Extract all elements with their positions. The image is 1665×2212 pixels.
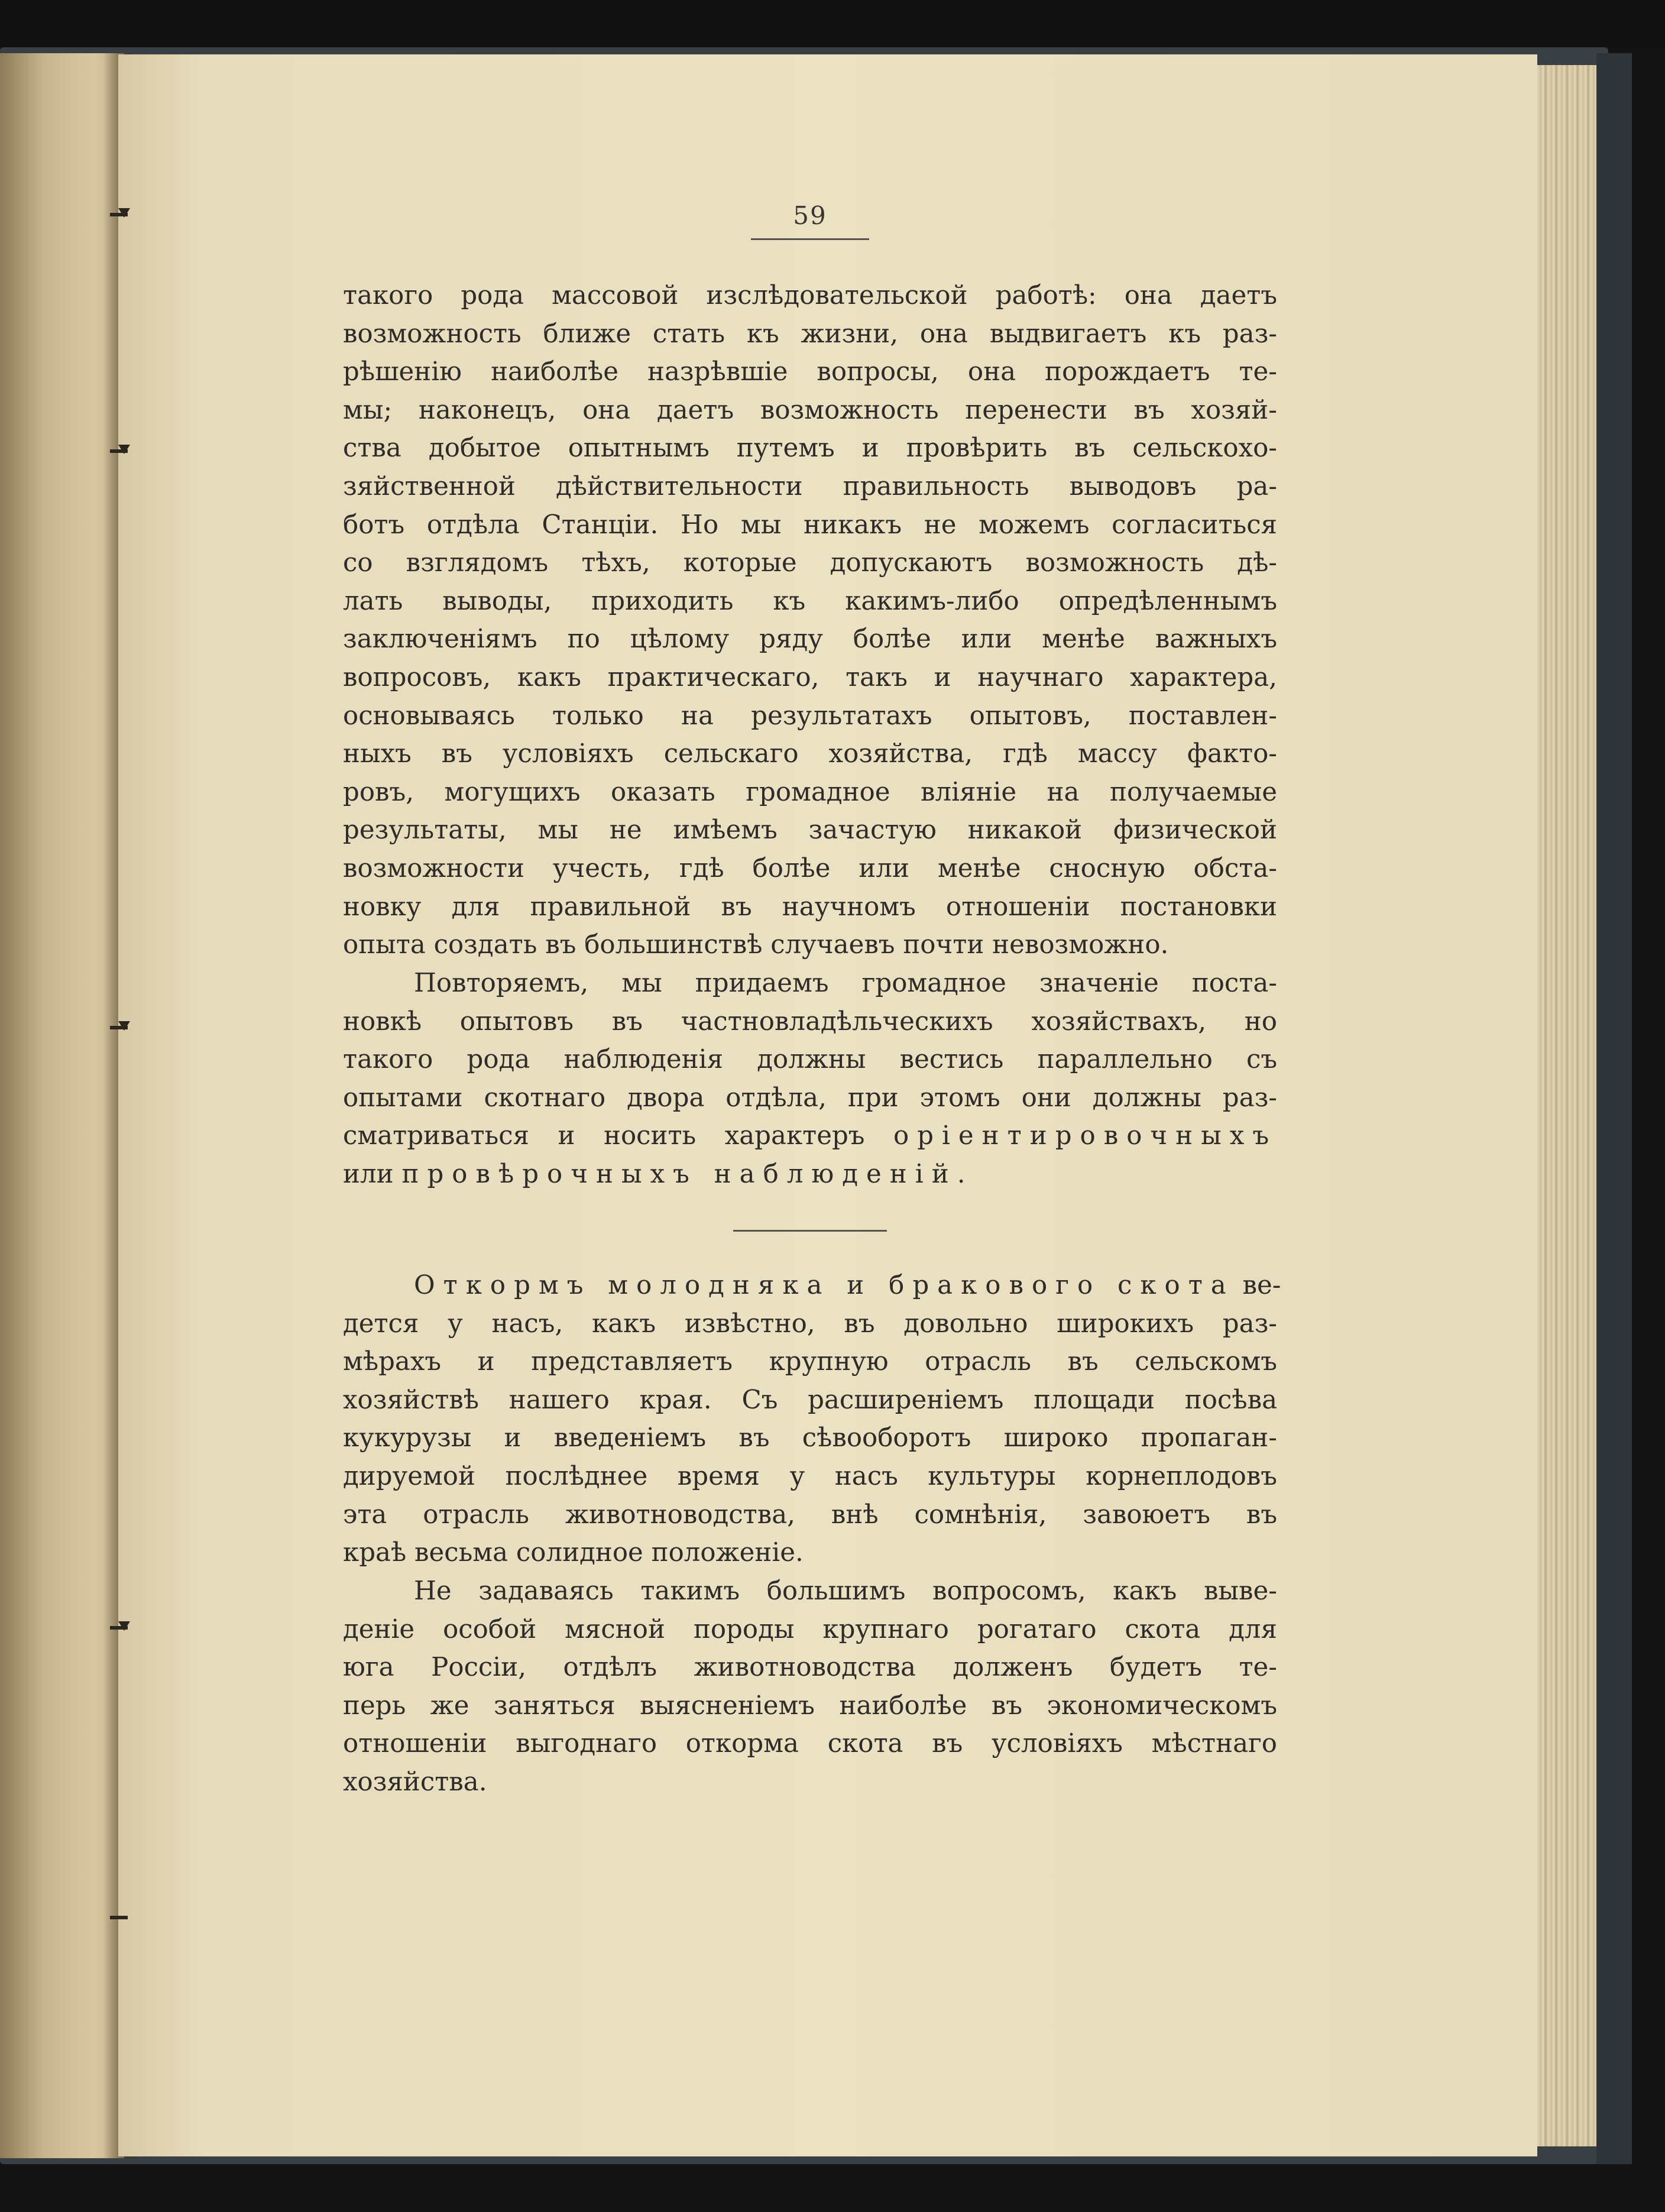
text-line: дируемой послѣднее время у насъ культуры корнеплодовъ (343, 1461, 1277, 1491)
text-line: возможность ближе стать къ жизни, она выдвигаетъ къ раз- (343, 319, 1277, 349)
text-line: ботъ отдѣла Станціи. Но мы никакъ не можемъ согласиться (343, 510, 1277, 540)
text-line: зяйственной дѣйствительности правильность выводовъ ра- (343, 471, 1277, 501)
text-line: лать выводы, приходить къ какимъ-либо опредѣленнымъ (343, 586, 1277, 616)
text-line: результаты, мы не имѣемъ зачастую никакой физической (343, 815, 1277, 846)
text-line: ныхъ въ условіяхъ сельскаго хозяйства, гдѣ массу факто- (343, 739, 1277, 769)
binding-marker (110, 213, 128, 216)
text-line: мѣрахъ и представляетъ крупную отрасль въ сельскомъ (343, 1347, 1277, 1377)
text-line: новкѣ опытовъ въ частновладѣльческихъ хозяйствахъ, но (343, 1006, 1277, 1037)
text-line: Не задаваясь такимъ большимъ вопросомъ, какъ выве- (414, 1576, 1277, 1606)
text-line: опыта создать въ большинствѣ случаевъ почти невозможно. (343, 930, 1169, 960)
text-line: мы; наконецъ, она даетъ возможность перенести въ хозяй- (343, 395, 1277, 425)
text-segment: ве- (1242, 1271, 1281, 1300)
text-line: деніе особой мясной породы крупнаго рогатаго скота для (343, 1614, 1277, 1644)
page-number: 59 (793, 201, 827, 230)
binding-marker (110, 1026, 128, 1029)
text-line (343, 1267, 1281, 1305)
text-line: опытами скотнаго двора отдѣла, при этомъ они должны раз- (343, 1083, 1277, 1113)
text-line: основываясь только на результатахъ опытовъ, поставлен- (343, 701, 1277, 731)
paragraph-1 (343, 277, 1277, 964)
text-segment: или (343, 1159, 394, 1189)
text-line: юга Россіи, отдѣлъ животноводства долженъ будетъ те- (343, 1653, 1277, 1683)
page-stack-edges (1537, 65, 1602, 2146)
text-line: рѣшенію наиболѣе назрѣвшіе вопросы, она порождаетъ те- (343, 357, 1277, 387)
text-line: такого рода массовой изслѣдовательской работѣ: она даетъ (343, 281, 1277, 310)
text-line: краѣ весьма солидное положеніе. (343, 1538, 804, 1568)
paragraph-3 (343, 1267, 1281, 1572)
paragraph-4 (343, 1572, 1277, 1802)
emphasis-text: оріентировочныхъ (893, 1121, 1278, 1151)
text-line: отношеніи выгоднаго откорма скота въ условіяхъ мѣстнаго (343, 1729, 1277, 1759)
text-line: хозяйства. (343, 1767, 487, 1797)
text-line: дется у насъ, какъ извѣстно, въ довольно широкихъ раз- (343, 1309, 1277, 1339)
text-line: Повторяемъ, мы придаемъ громадное значеніе поста- (414, 969, 1277, 998)
binding-marker (110, 1626, 128, 1630)
text-line: со взглядомъ тѣхъ, которые допускаютъ возможность дѣ- (343, 548, 1277, 578)
text-line: ства добытое опытнымъ путемъ и провѣрить въ сельскохо- (343, 433, 1277, 464)
paragraph-2 (343, 964, 1277, 1194)
page-number-rule (751, 238, 869, 240)
text-line: возможности учесть, гдѣ болѣе или менѣе сносную обста- (343, 853, 1277, 883)
text-line: ровъ, могущихъ оказать громадное вліяніе на получаемые (343, 777, 1277, 807)
text-line: перь же заняться выясненіемъ наиболѣе въ экономическомъ (343, 1690, 1277, 1721)
text-line: заключеніямъ по цѣлому ряду болѣе или менѣе важныхъ (343, 624, 1277, 655)
text-line: новку для правильной въ научномъ отношеніи постановки (343, 892, 1277, 922)
emphasis-text: Откормъ молодняка и бракового скота (414, 1271, 1235, 1300)
text-line: хозяйствѣ нашего края. Съ расширеніемъ площади посѣва (343, 1385, 1277, 1415)
text-line: эта отрасль животноводства, внѣ сомнѣнія, завоюетъ въ (343, 1500, 1277, 1530)
binding-marker (110, 1916, 128, 1919)
text-line (343, 1155, 1277, 1194)
text-line (343, 1117, 1277, 1155)
emphasis-text: провѣрочныхъ наблюденій. (401, 1159, 974, 1189)
text-line: такого рода наблюденія должны вестись параллельно съ (343, 1045, 1277, 1075)
section-divider (733, 1230, 887, 1232)
binding-marker (110, 449, 128, 453)
text-line: кукурузы и введеніемъ въ сѣвооборотъ широко пропаган- (343, 1423, 1277, 1453)
text-line: вопросовъ, какъ практическаго, такъ и научнаго характера, (343, 662, 1277, 692)
scan-background (0, 0, 1665, 47)
text-segment: сматриваться и носить характеръ (343, 1121, 865, 1151)
back-cover-edge (1596, 53, 1632, 2164)
